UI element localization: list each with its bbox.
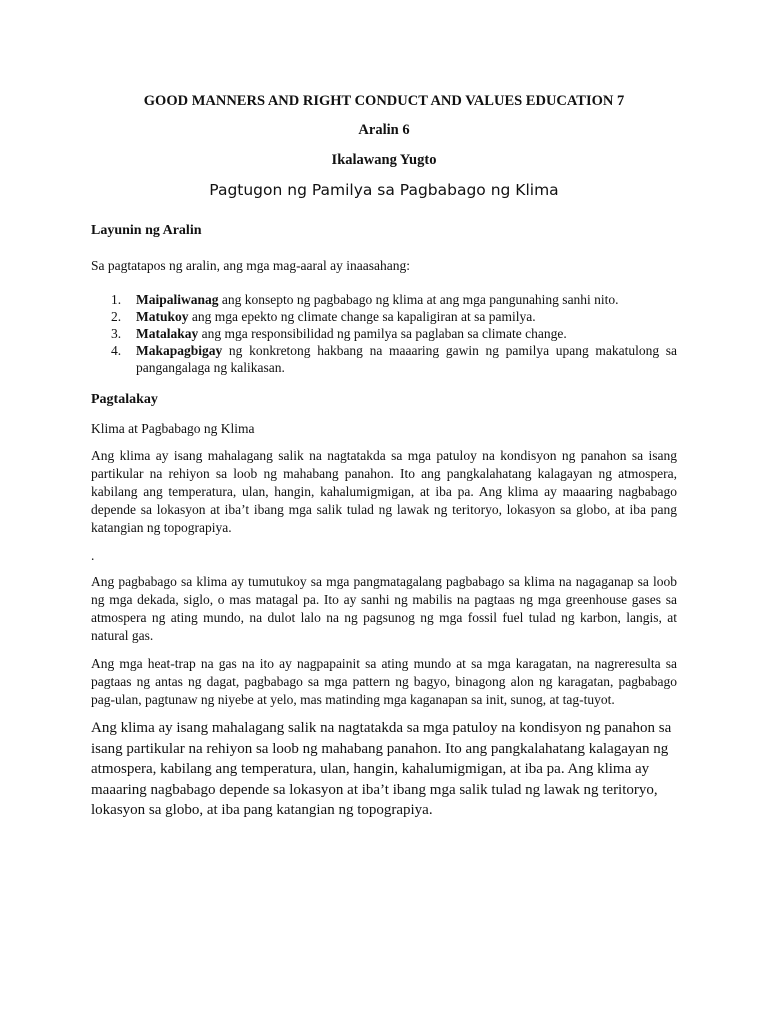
objective-verb: Maipaliwanag <box>136 292 219 307</box>
objective-verb: Makapagbigay <box>136 343 223 358</box>
quarter-label: Ikalawang Yugto <box>331 152 437 168</box>
paragraph-large: Ang klima ay isang mahalagang salik na nagtatakda sa mga patuloy na kondisyon ng panahon sa isang partikular na rehiyon sa loob ng mahabang panahon. Ito ang pangkalahatang kalagayan ng atmospera, kabilang ang temperatura, ulan, hangin, kahalumigmigan, at iba pa. Ang klima ay maaaring nagbabago depende sa lokasyon at iba’t ibang mga salik tulad ng lawak ng teritoryo, lokasyon sa globo, at iba pang katangian ng topograpiya. <box>91 720 672 818</box>
objective-item <box>91 291 677 308</box>
discussion-subheading: Klima at Pagbabago ng Klima <box>91 421 255 436</box>
objective-number: 3. <box>111 326 122 341</box>
objective-number: 4. <box>111 343 122 358</box>
objective-item <box>91 325 677 342</box>
lesson-title: Pagtugon ng Pamilya sa Pagbabago ng Klima <box>209 181 559 199</box>
objective-verb: Matukoy <box>136 309 189 324</box>
paragraph: Ang pagbabago sa klima ay tumutukoy sa mga pangmatagalang pagbabago sa klima na nagaganap sa loob ng mga dekada, siglo, o mas matagal pa. Ito ay sanhi ng mabilis na pagtaas ng mga greenhouse gases sa atmospera ng ating mundo, na dulot lalo na ng pagsunog ng mga fossil fuel tulad ng karbon, langis, at natural gas. <box>91 574 677 643</box>
objective-text: ang mga epekto ng climate change sa kapaligiran at sa pamilya. <box>188 309 536 324</box>
course-title: GOOD MANNERS AND RIGHT CONDUCT AND VALUES EDUCATION 7 <box>143 93 625 109</box>
objectives-list <box>91 291 677 376</box>
discussion-heading: Pagtalakay <box>91 392 158 407</box>
objectives-intro: Sa pagtatapos ng aralin, ang mga mag-aaral ay inaasahang: <box>91 258 410 273</box>
objective-number: 1. <box>111 292 122 307</box>
objective-text: ang konsepto ng pagbabago ng klima at ang mga pangunahing sanhi nito. <box>218 292 619 307</box>
objective-verb: Matalakay <box>136 326 199 341</box>
objective-item <box>91 308 677 325</box>
objective-text: ang mga responsibilidad ng pamilya sa paglaban sa climate change. <box>198 326 567 341</box>
paragraph: Ang mga heat-trap na gas na ito ay nagpapainit sa ating mundo at sa mga karagatan, na nagreresulta sa pagtaas ng antas ng dagat, pagbabago sa mga pattern ng bagyo, binagong alon ng karagatan, pagbabago pag-ulan, pagtunaw ng niyebe at yelo, mas matinding mga kaganapan sa init, sunog, at tag-tuyot. <box>91 656 677 707</box>
paragraph-dot: . <box>91 548 95 563</box>
paragraph: Ang klima ay isang mahalagang salik na nagtatakda sa mga patuloy na kondisyon ng panahon sa isang partikular na rehiyon sa loob ng mahabang panahon. Ito ang pangkalahatang kalagayan ng atmospera, kabilang ang temperatura, ulan, hangin, kahalumigmigan, at iba pa. Ang klima ay maaaring nagbabago depende sa lokasyon at iba’t ibang mga salik tulad ng lawak ng teritoryo, lokasyon sa globo, at iba pang katangian ng topograpiya. <box>91 448 677 535</box>
objective-item <box>91 342 677 376</box>
objective-number: 2. <box>111 309 122 324</box>
objective-text: ng konkretong hakbang na maaaring gawin ng pamilya upang makatulong sa pangangalaga ng kalikasan. <box>136 343 677 375</box>
lesson-number: Aralin 6 <box>358 122 410 138</box>
objectives-heading: Layunin ng Aralin <box>91 223 202 238</box>
